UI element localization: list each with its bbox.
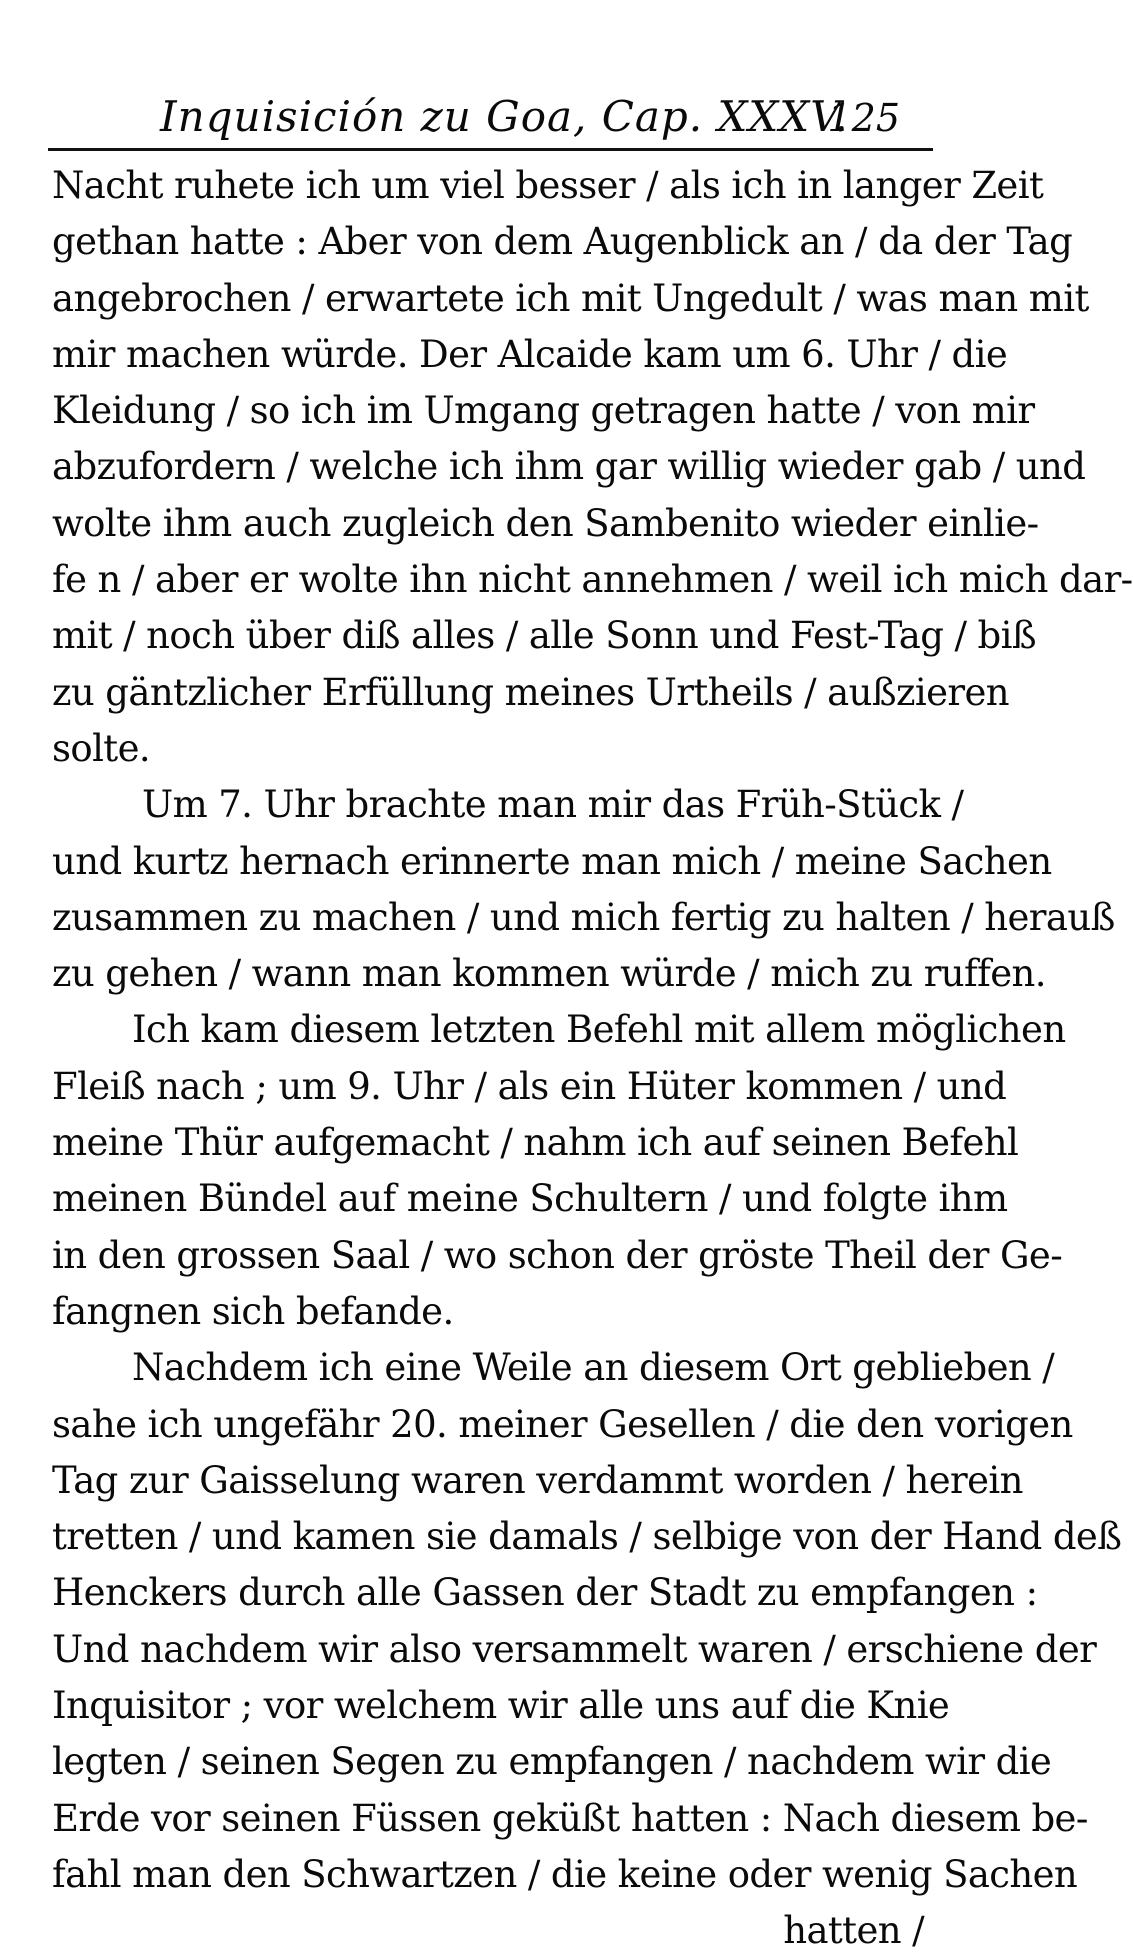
text-line: mir machen würde. Der Alcaide kam um 6. Uhr / die: [52, 332, 1008, 376]
text-line: Fleiß nach ; um 9. Uhr / als ein Hüter kommen / und: [52, 1064, 1007, 1108]
body-text: [52, 158, 1133, 1960]
text-line: Nacht ruhete ich um viel besser / als ich in langer Zeit: [52, 164, 1044, 207]
text-line: und kurtz hernach erinnerte man mich / meine Sachen: [52, 839, 1052, 883]
text-line: zu gäntzlicher Erfüllung meines Urtheils / außzieren: [52, 670, 1010, 714]
text-line: Und nachdem wir also versammelt waren / erschiene der: [52, 1627, 1097, 1671]
text-line: meine Thür aufgemacht / nahm ich auf seinen Befehl: [52, 1121, 1019, 1165]
text-line: tretten / und kamen sie damals / selbige von der Hand deß: [52, 1515, 1122, 1559]
text-line: mit / noch über diß alles / alle Sonn und Fest-Tag / biß: [52, 614, 1036, 658]
text-line: solte.: [52, 726, 151, 770]
header-rule: [48, 148, 933, 151]
text-line: legten / seinen Segen zu empfangen / nachdem wir die: [52, 1740, 1052, 1784]
text-line: Henckers durch alle Gassen der Stadt zu empfangen :: [52, 1571, 1038, 1615]
text-line: gethan hatte : Aber von dem Augenblick an / da der Tag: [52, 220, 1073, 264]
text-line: Inquisitor ; vor welchem wir alle uns auf die Knie: [52, 1684, 950, 1728]
text-line: fangnen sich befande.: [52, 1289, 454, 1333]
running-header: [50, 92, 930, 152]
page-number: 125: [827, 96, 900, 140]
text-line: Erde vor seinen Füssen geküßt hatten : Nach diesem be-: [52, 1796, 1088, 1840]
paragraph-first-line: Ich kam diesem letzten Befehl mit allem möglichen: [132, 1008, 1066, 1052]
paragraph-first-line: Nachdem ich eine Weile an diesem Ort geblieben /: [132, 1346, 1055, 1390]
running-title: Inquisición zu Goa, Cap. XXXV.: [160, 92, 849, 141]
text-line: angebrochen / erwartete ich mit Ungedult / was man mit: [52, 276, 1089, 320]
text-line: sahe ich ungefähr 20. meiner Gesellen / die den vorigen: [52, 1402, 1073, 1446]
text-line: Kleidung / so ich im Umgang getragen hatte / von mir: [52, 389, 1035, 433]
paragraph-first-line: Um 7. Uhr brachte man mir das Früh-Stück /: [142, 783, 964, 827]
text-line: in den grossen Saal / wo schon der gröste Theil der Ge-: [52, 1233, 1063, 1277]
text-line: abzufordern / welche ich ihm gar willig wieder gab / und: [52, 445, 1086, 489]
text-line: fe n / aber er wolte ihn nicht annehmen / weil ich mich dar-: [52, 558, 1133, 602]
catchword: hatten /: [783, 1909, 924, 1953]
text-line: zu gehen / wann man kommen würde / mich zu ruffen.: [52, 952, 1046, 996]
text-line: meinen Bündel auf meine Schultern / und folgte ihm: [52, 1177, 1008, 1221]
text-line: wolte ihm auch zugleich den Sambenito wieder einlie-: [52, 501, 1039, 545]
text-line: Tag zur Gaisselung waren verdammt worden / herein: [52, 1458, 1023, 1502]
text-line: zusammen zu machen / und mich fertig zu halten / herauß: [52, 895, 1115, 939]
text-line: fahl man den Schwartzen / die keine oder wenig Sachen: [52, 1852, 1078, 1896]
